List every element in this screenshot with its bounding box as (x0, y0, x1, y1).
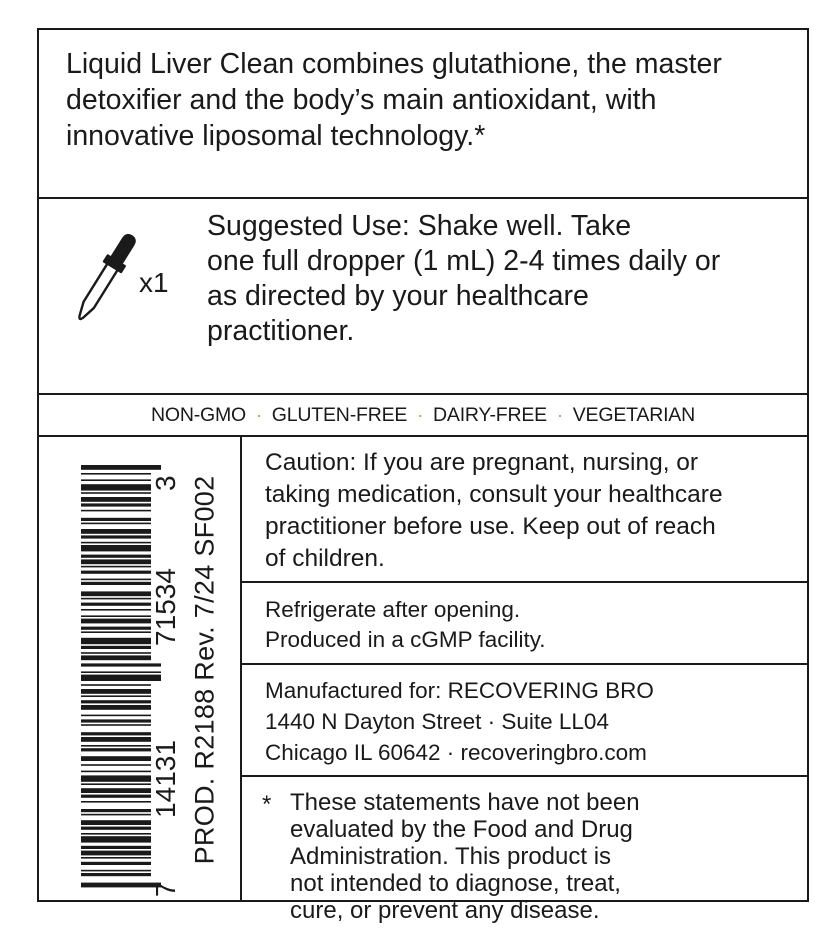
info-column (242, 437, 807, 924)
barcode-bar (81, 545, 151, 551)
barcode-bar (81, 748, 151, 751)
barcode-bar (81, 497, 151, 502)
barcode-bar (81, 631, 151, 633)
barcode-bar (81, 689, 151, 694)
badge-vegetarian: VEGETARIAN (572, 403, 695, 426)
intro-section (39, 30, 807, 199)
barcode-bar (81, 715, 151, 717)
barcode-column (39, 437, 242, 902)
barcode-bar (81, 851, 151, 856)
barcode-bar (81, 603, 151, 606)
barcode-bar (81, 684, 151, 686)
barcode-digits-left: 14131 (150, 740, 181, 818)
barcode-bar (81, 627, 151, 630)
barcode-bar (81, 771, 151, 773)
barcode-bar (81, 591, 151, 596)
suggested-use-text: Suggested Use: Shake well. Take one full dropper (1 mL) 2-4 times daily or as directed by your healthcare practitioner. (207, 210, 721, 347)
barcode-bar (81, 827, 151, 830)
barcode-bar (81, 820, 151, 825)
bottom-section (39, 437, 807, 924)
barcode-bar (81, 663, 161, 666)
badge-dairy-free: DAIRY-FREE (433, 403, 547, 426)
barcode-digit-check: 3 (150, 475, 181, 491)
caution-text: Caution: If you are pregnant, nursing, or taking medication, consult your healthcare practitioner before use. Keep out of reach of children. (265, 449, 723, 572)
barcode-bar (81, 465, 161, 470)
barcode (63, 457, 183, 897)
barcode-bar (81, 737, 151, 742)
asterisk-mark: * (262, 791, 272, 818)
barcode-bar (81, 724, 151, 726)
barcode-bar (81, 801, 151, 803)
badge-separator: · (556, 404, 563, 425)
barcode-bar (81, 873, 151, 876)
barcode-bar (81, 542, 151, 544)
barcode-digit-first: 7 (150, 881, 181, 897)
badge-separator: · (256, 404, 262, 425)
barcode-bar (81, 883, 161, 888)
barcode-bar (81, 598, 151, 600)
barcode-bar (81, 503, 151, 506)
barcode-bar (81, 833, 151, 835)
barcode-bar (81, 836, 151, 842)
barcode-bar (81, 555, 151, 558)
barcode-digits-right: 71534 (150, 568, 181, 646)
badge-separator: · (417, 404, 423, 425)
barcode-bar (81, 535, 151, 538)
barcode-bar (81, 719, 151, 722)
barcode-bar (81, 609, 151, 611)
badge-gluten-free: GLUTEN-FREE (271, 403, 408, 426)
barcode-bar (81, 846, 151, 849)
barcode-bar (81, 705, 151, 710)
barcode-bar (81, 764, 151, 766)
barcode-bar (81, 571, 151, 574)
barcode-bar (81, 775, 151, 781)
barcode-bar (81, 492, 151, 494)
product-code: PROD. R2188 Rev. 7/24 SF002 (189, 475, 220, 865)
caution-box (242, 437, 807, 583)
quantity-label: x1 (139, 267, 169, 298)
disclaimer-box (242, 777, 807, 924)
barcode-bar (81, 788, 151, 793)
barcode-bar (81, 700, 151, 703)
intro-text: Liquid Liver Clean combines glutathione, the master detoxifier and the body’s main antioxidant, with innovative liposomal technology.* (66, 48, 722, 152)
barcode-bar (81, 814, 151, 816)
barcode-bar (81, 473, 151, 475)
barcode-bar (81, 671, 161, 673)
manufacturer-text: Manufactured for: RECOVERING BRO 1440 N Dayton Street · Suite LL04 Chicago IL 60642 · recoveringbro.com (265, 678, 654, 765)
supplement-label (37, 28, 809, 924)
barcode-bar (81, 809, 151, 812)
barcode-bar (81, 523, 151, 525)
barcode-bar (81, 582, 151, 585)
barcode-bar (81, 479, 151, 481)
barcode-bar (81, 862, 151, 865)
barcode-bar (81, 529, 151, 534)
barcode-bar (81, 510, 151, 512)
barcode-bar (81, 857, 151, 859)
manufacturer-box (242, 665, 807, 777)
storage-box (242, 583, 807, 665)
barcode-bar (81, 783, 151, 785)
barcode-bar (81, 559, 151, 564)
barcode-bar (81, 638, 151, 644)
badges-row (39, 395, 807, 437)
suggested-use-section (39, 199, 807, 395)
barcode-bar (81, 619, 151, 624)
badge-non-gmo: NON-GMO (150, 403, 246, 426)
barcode-bar (81, 870, 151, 872)
storage-text: Refrigerate after opening. Produced in a cGMP facility. (265, 597, 546, 652)
barcode-bar (81, 745, 151, 747)
barcode-bar (81, 756, 151, 761)
barcode-bar (81, 518, 151, 521)
barcode-bar (81, 566, 151, 568)
barcode-bar (81, 795, 151, 798)
barcode-bar (81, 615, 151, 617)
barcode-bar (81, 646, 151, 649)
barcode-bar (81, 675, 161, 681)
barcode-bar (81, 655, 151, 660)
dropper-icon (63, 227, 143, 337)
disclaimer-text: These statements have not been evaluated by the Food and Drug Administration. This product is not intended to diagnose, treat, cure, or prevent any disease. (290, 789, 640, 924)
barcode-bar (81, 484, 151, 490)
barcode-bar (81, 732, 151, 735)
barcode-bar (81, 695, 151, 697)
barcode-bar (81, 579, 151, 581)
barcode-bar (81, 652, 151, 654)
